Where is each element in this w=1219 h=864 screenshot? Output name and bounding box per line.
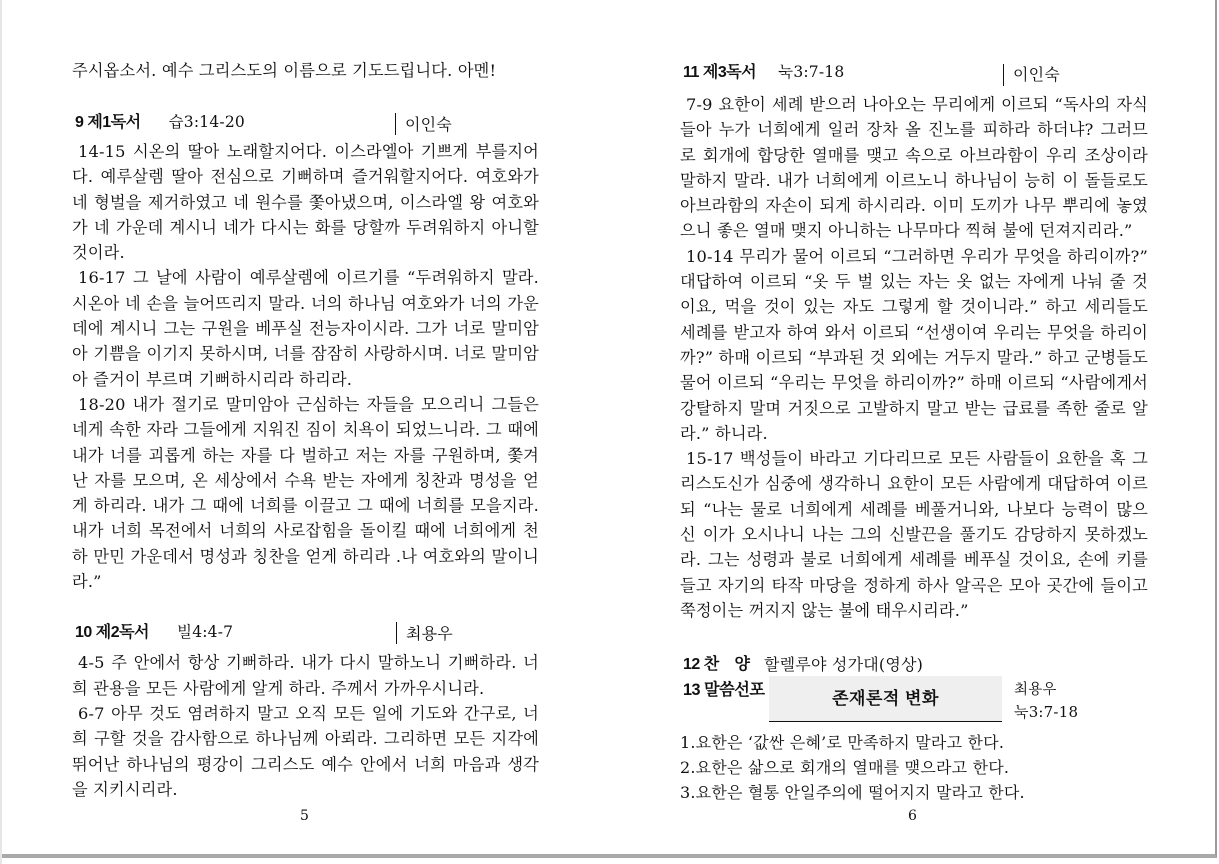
reading1-number: 9 제1독서 (75, 114, 141, 132)
reading1-header (72, 111, 539, 135)
sermon-point: 3.요한은 혈통 안일주의에 떨어지지 말라고 한다. (680, 783, 1025, 803)
reading1-reader: 이인숙 (405, 115, 452, 134)
right-page (680, 58, 1148, 805)
reading1-paragraph: 14-15 시온의 딸아 노래할지어다. 이스라엘아 기쁘게 부를지어다. 예루살렘 딸아 전심으로 기뻐하며 즐거워할지어다. 여호와가 네 형벌을 제거하였고 네 원수를 쫓아냈으며, 이스라엘 왕 여호와가 네 가운데 계시니 네가 다시는 화를 당할까 두려워하지 아니할 것이라. (72, 142, 539, 263)
page-number-right: 6 (908, 808, 917, 824)
sermon-reference: 눅3:7-18 (1014, 703, 1079, 722)
hymn-row (680, 652, 1148, 676)
left-page (72, 58, 539, 802)
reading1-paragraph: 18-20 내가 절기로 말미암아 근심하는 자들을 모으리니 그들은 네게 속한 자라 그들에게 지워진 짐이 치욕이 되었느니라. 그 때에 내가 너를 괴롭게 하는 자를 다 벌하고 저는 자를 구원하며, 쫓겨난 자를 모으며, 온 세상에서 수욕 받는 자에게 칭찬과 명성을 얻게 하리라. 내가 그 때에 너희를 이끌고 그 때에 너희를 모을지라. 내가 너희 목전에서 너희의 사로잡힘을 돌이킬 때에 너희에게 천하 만민 가운데서 명성과 칭찬을 얻게 하리라 .나 여호와의 말이니라.” (72, 394, 539, 592)
reading1-divider (395, 113, 396, 135)
reading3-divider (1003, 64, 1004, 86)
sermon-row (680, 676, 1148, 726)
hymn-title: 할렐루야 성가대(영상) (764, 655, 924, 675)
reading2-reader: 최용우 (406, 624, 453, 644)
reading2-reference: 빌4:4-7 (177, 622, 234, 641)
sermon-point: 2.요한은 삶으로 회개의 열매를 맺으라고 한다. (680, 758, 1010, 778)
reading1-paragraph: 16-17 그 날에 사람이 예루살렘에 이르기를 “두려워하지 말라. 시온아 네 손을 늘어뜨리지 말라. 너의 하나님 여호와가 너의 가운데에 계시니 그는 구원을 베푸실 전능자이시라. 그가 너로 말미암아 기쁨을 이기지 못하시며, 너를 잠잠히 사랑하시며. 너로 말미암아 즐거이 부르며 기뻐하시리라 하리라. (72, 268, 540, 389)
page-edge (0, 0, 2, 864)
hymn-number: 12 찬 양 (683, 656, 750, 674)
reading3-paragraph: 10-14 무리가 물어 이르되 “그러하면 우리가 무엇을 하리이까?” 대답하여 이르되 “옷 두 벌 있는 자는 옷 없는 자에게 나눠 줄 것이요, 먹을 것이 있는 자도 그렇게 할 것이니라.” 하고 세리들도 세례를 받고자 하여 와서 이르되 “선생이여 우리는 무엇을 하리이까?” 하매 이르되 “부과된 것 외에는 거두지 말라.” 하고 군병들도 물어 이르되 “우리는 무엇을 하리이까?” 하매 이르되 “사람에게서 강탈하지 말며 거짓으로 고발하지 말고 받는 급료를 족한 줄로 알라.” 하니라. (680, 246, 1148, 443)
reading3-header (680, 58, 1148, 88)
reading2-number: 10 제2독서 (75, 623, 150, 641)
reading3-reader: 이인숙 (1013, 65, 1060, 84)
reading3-number: 11 제3독서 (683, 64, 757, 82)
reading3-reference: 눅3:7-18 (778, 63, 845, 82)
reading2-paragraph: 4-5 주 안에서 항상 기뻐하라. 내가 다시 말하노니 기뻐하라. 너희 관용을 모든 사람에게 알게 하라. 주께서 가까우시니라. (72, 653, 539, 698)
closing-line: 주시옵소서. 예수 그리스도의 이름으로 기도드립니다. 아멘! (72, 61, 497, 80)
reading2-paragraph: 6-7 아무 것도 염려하지 말고 오직 모든 일에 기도와 간구로, 너희 구할 것을 감사함으로 하나님께 아뢰라. 그리하면 모든 지각에 뛰어난 하나님의 평강이 그리스도 예수 안에서 너희 마음과 생각을 지키시리라. (72, 703, 539, 799)
sermon-number: 13 말씀선포 (683, 681, 765, 700)
reading3-paragraph: 7-9 요한이 세례 받으러 나아오는 무리에게 이르되 “독사의 자식들아 누가 너희에게 일러 장차 올 진노를 피하라 하더냐? 그러므로 회개에 합당한 열매를 맺고 속으로 아브라함이 우리 조상이라 말하지 말라. 내가 너희에게 이르노니 하나님이 능히 이 돌들로도 아브라함의 자손이 되게 하시리라. 이미 도끼가 나무 뿌리에 놓였으니 좋은 열매 맺지 아니하는 나무마다 찍혀 불에 던져지리라.” (680, 95, 1148, 241)
reading1-text (72, 139, 539, 594)
sermon-preacher: 최용우 (1014, 682, 1057, 699)
reading2-header (72, 620, 539, 644)
reading2-text (72, 650, 539, 802)
sermon-points (680, 730, 1148, 805)
page-number-left: 5 (300, 808, 309, 824)
sermon-title: 존재론적 변화 (832, 689, 939, 709)
reading2-divider (396, 622, 397, 644)
reading3-paragraph: 15-17 백성들이 바라고 기다리므로 모든 사람들이 요한을 혹 그리스도신가 심중에 생각하니 요한이 모든 사람에게 대답하여 이르되 “나는 물로 너희에게 세례를 베풀거니와, 나보다 능력이 많으신 이가 오시나니 나는 그의 신발끈을 풀기도 감당하지 못하겠노라. 그는 성령과 불로 너희에게 세례를 베푸실 것이요, 손에 키를 들고 자기의 타작 마당을 정하게 하사 알곡은 모아 곳간에 들이고 쭉정이는 꺼지지 않는 불에 태우시리라.” (680, 449, 1148, 620)
reading3-text (680, 92, 1148, 623)
reading1-reference: 습3:14-20 (168, 113, 245, 132)
sermon-title-box (769, 676, 1002, 722)
sermon-point: 1.요한은 ‘값싼 은혜’로 만족하지 말라고 한다. (680, 733, 1005, 753)
